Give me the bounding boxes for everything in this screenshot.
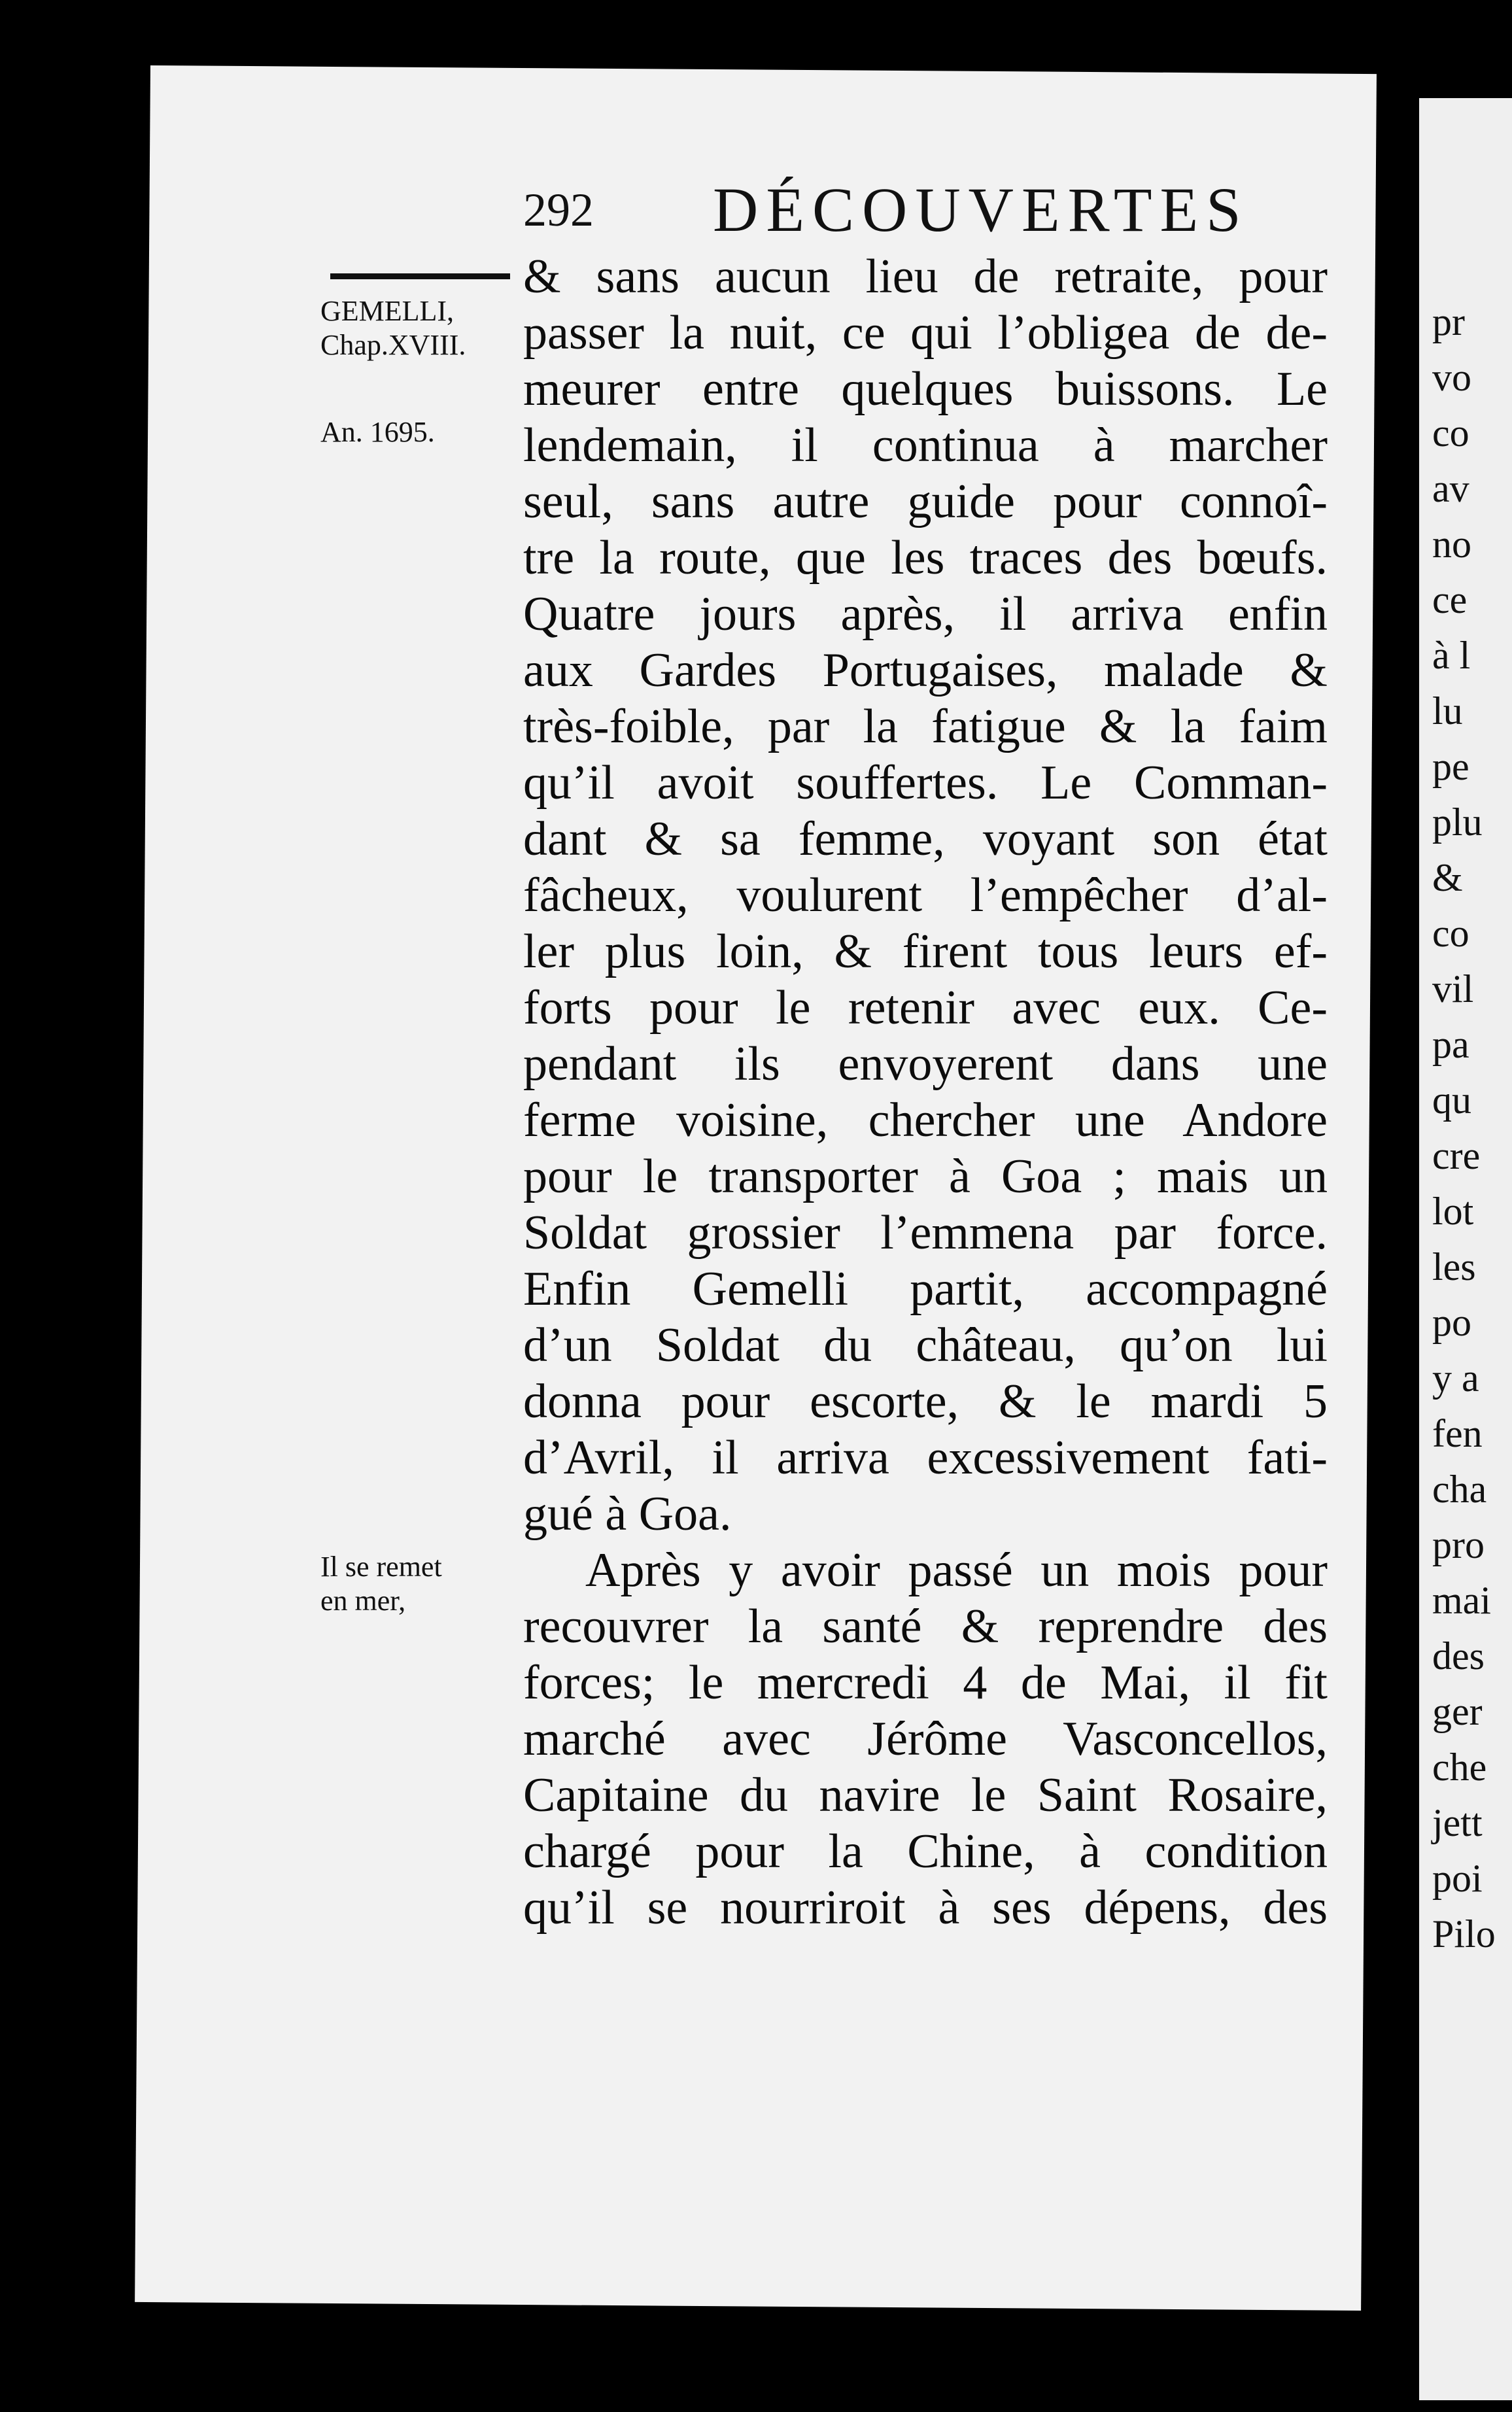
right-fragment: qu [1432,1078,1471,1122]
text-line: dant & sa femme, voyant son état [523,812,1328,866]
right-fragment: & [1432,856,1463,899]
right-fragment: Pilo [1432,1912,1496,1955]
text-line: seul, sans autre guide pour connoî- [523,475,1328,528]
right-fragment: des [1432,1634,1485,1678]
text-line: Enfin Gemelli partit, accompagné [523,1262,1328,1316]
text-line: aux Gardes Portugaises, malade & [523,644,1328,697]
right-fragment: jett [1432,1801,1483,1844]
right-fragment: ger [1432,1690,1483,1733]
right-fragment: co [1432,411,1469,455]
text-line: pour le transporter à Goa ; mais un [523,1150,1328,1203]
right-fragment: y a [1432,1356,1479,1400]
text-line: passer la nuit, ce qui l’obligea de de- [523,306,1328,360]
right-fragment: mai [1432,1579,1491,1622]
margin-rule [330,273,510,279]
right-fragment: vil [1432,967,1474,1010]
right-fragment: co [1432,912,1469,955]
text-line: fâcheux, voulurent l’empêcher d’al- [523,869,1328,922]
right-fragment: poi [1432,1857,1483,1900]
right-fragment: pe [1432,745,1469,788]
right-fragment: av [1432,467,1469,510]
text-line: lendemain, il continua à marcher [523,419,1328,472]
right-fragment: ce [1432,578,1468,621]
right-fragment: po [1432,1301,1471,1344]
text-line: Soldat grossier l’emmena par force. [523,1206,1328,1260]
text-line: Capitaine du navire le Saint Rosaire, [523,1768,1328,1822]
text-line: d’Avril, il arriva excessivement fati- [523,1431,1328,1485]
right-fragment: cha [1432,1468,1487,1511]
text-line: ler plus loin, & firent tous leurs ef- [523,925,1328,978]
right-fragment: les [1432,1245,1476,1288]
body-text [523,249,1328,1936]
text-line: chargé pour la Chine, à condition [523,1825,1328,1878]
margin-author-note: GEMELLI, Chap.XVIII. [320,295,466,361]
right-fragment: che [1432,1746,1487,1789]
text-line: ferme voisine, chercher une Andore [523,1094,1328,1147]
right-fragment: pr [1432,300,1465,343]
right-fragment: à l [1432,634,1471,677]
text-line: qu’il avoit souffertes. Le Comman- [523,756,1328,810]
text-line: d’un Soldat du château, qu’on lui [523,1318,1328,1372]
right-fragment: pro [1432,1523,1485,1566]
text-line: très-foible, par la fatigue & la faim [523,700,1328,753]
text-line: forts pour le retenir avec eux. Ce- [523,981,1328,1035]
text-line: gué à Goa. [523,1487,732,1541]
text-line: Après y avoir passé un mois pour [585,1543,1328,1597]
right-fragment: lot [1432,1190,1474,1233]
page-number: 292 [523,184,594,236]
text-line: meurer entre quelques buissons. Le [523,362,1328,416]
right-fragment: pa [1432,1023,1469,1066]
text-line: donna pour escorte, & le mardi 5 [523,1375,1328,1428]
text-line: marché avec Jérôme Vasconcellos, [523,1712,1328,1766]
text-line: & sans aucun lieu de retraite, pour [523,250,1328,303]
text-line: forces; le mercredi 4 de Mai, il fit [523,1656,1328,1710]
right-fragment: lu [1432,689,1463,732]
running-title: DÉCOUVERTES [713,175,1249,245]
text-line: qu’il se nourriroit à ses dépens, des [523,1881,1328,1935]
margin-side-note: Il se remet en mer, [320,1551,442,1617]
right-fragment: plu [1432,801,1483,844]
right-fragment: fen [1432,1412,1483,1455]
text-line: Quatre jours après, il arriva enfin [523,587,1328,641]
right-page-text-fragments [1432,294,1511,1962]
right-fragment: vo [1432,356,1471,399]
right-fragment: cre [1432,1134,1481,1177]
text-line: pendant ils envoyerent dans une [523,1037,1328,1091]
margin-year-note: An. 1695. [320,416,435,448]
right-fragment: no [1432,523,1471,566]
text-line: tre la route, que les traces des bœufs. [523,531,1328,585]
text-line: recouvrer la santé & reprendre des [523,1600,1328,1653]
